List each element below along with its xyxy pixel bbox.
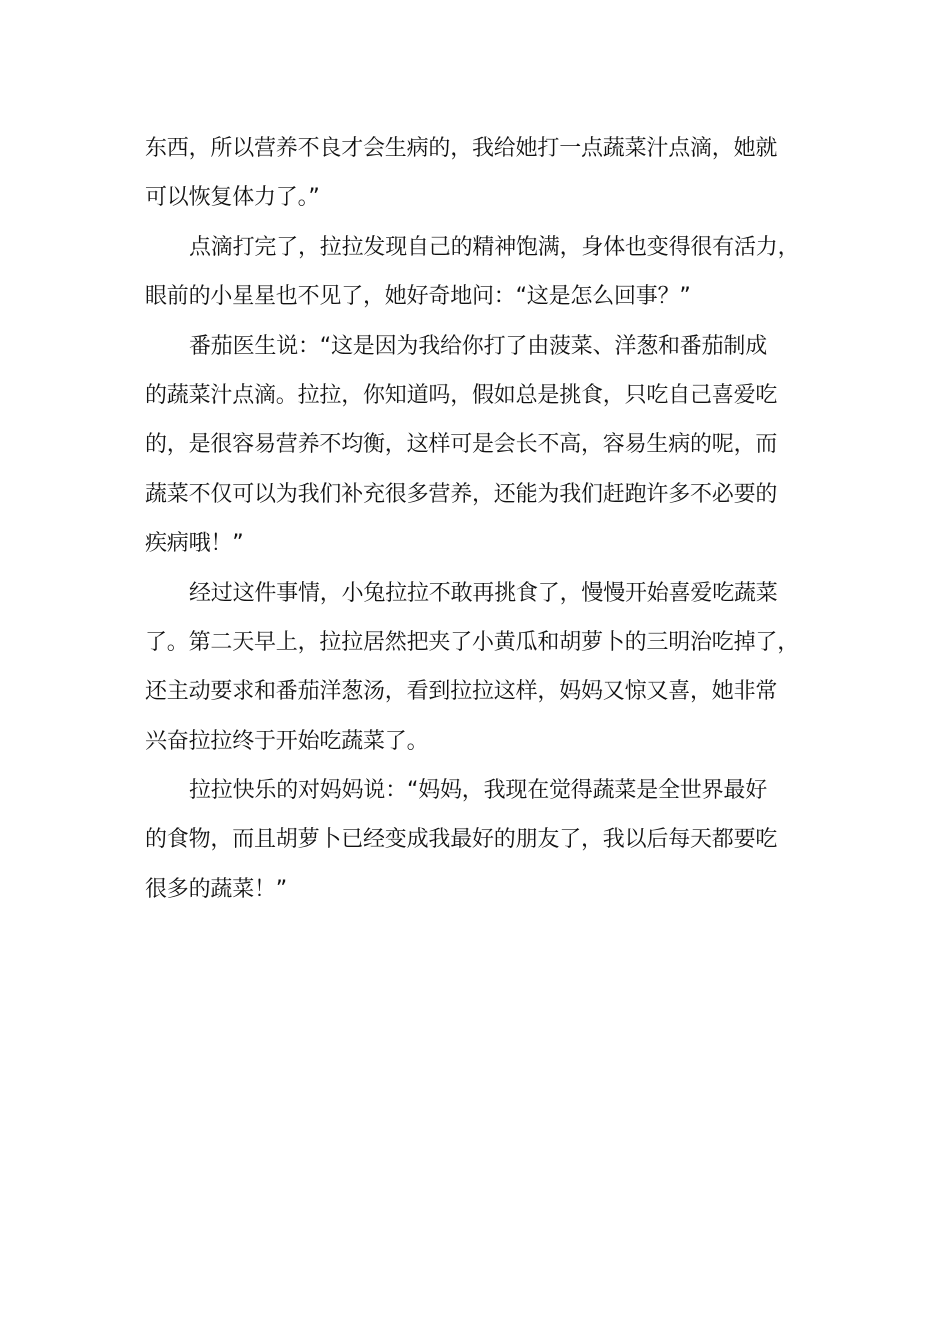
- text-line-1: 东西，所以营养不良才会生病的，我给她打一点蔬菜汁点滴，她就: [145, 136, 778, 161]
- story-text: [145, 124, 810, 914]
- text-line-2: 可以恢复体力了。”: [145, 185, 320, 211]
- text-line-9: 疾病哦！”: [145, 531, 244, 557]
- text-line-3: 点滴打完了，拉拉发现自己的精神饱满，身体也变得很有活力，: [189, 234, 800, 260]
- text-line-15: 的食物，而且胡萝卜已经变成我最好的朋友了，我以后每天都要吃: [145, 827, 778, 853]
- text-line-10: 经过这件事情，小兔拉拉不敢再挑食了，慢慢开始喜爱吃蔬菜: [189, 580, 778, 606]
- text-line-6: 的蔬菜汁点滴。拉拉，你知道吗，假如总是挑食，只吃自己喜爱吃: [145, 382, 778, 408]
- text-line-14: 拉拉快乐的对妈妈说：“妈妈，我现在觉得蔬菜是全世界最好: [189, 778, 767, 804]
- text-line-4: 眼前的小星星也不见了，她好奇地问：“这是怎么回事？”: [145, 284, 691, 310]
- text-line-11: 了。第二天早上，拉拉居然把夹了小黄瓜和胡萝卜的三明治吃掉了，: [145, 629, 800, 655]
- text-line-12: 还主动要求和番茄洋葱汤，看到拉拉这样，妈妈又惊又喜，她非常: [145, 679, 778, 705]
- text-line-5: 番茄医生说：“这是因为我给你打了由菠菜、洋葱和番茄制成: [189, 333, 767, 359]
- text-line-8: 蔬菜不仅可以为我们补充很多营养，还能为我们赶跑许多不必要的: [145, 481, 778, 507]
- text-line-7: 的，是很容易营养不均衡，这样可是会长不高，容易生病的呢，而: [145, 432, 778, 458]
- text-line-16: 很多的蔬菜！”: [145, 876, 287, 902]
- text-line-13: 兴奋拉拉终于开始吃蔬菜了。: [145, 728, 429, 754]
